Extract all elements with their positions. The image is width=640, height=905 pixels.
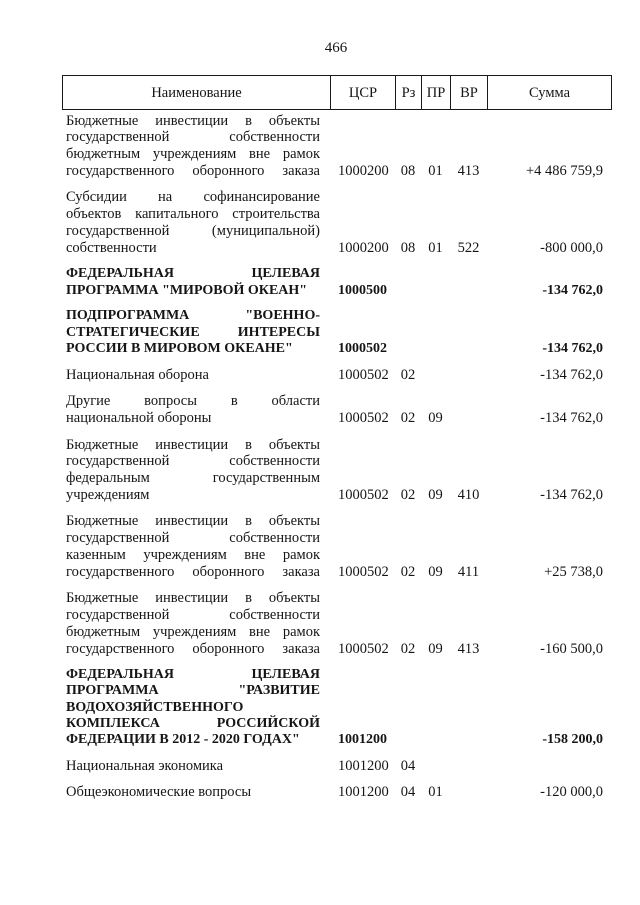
row-rz: 08	[400, 162, 416, 179]
row-rz: 02	[400, 366, 416, 383]
row-name-line: ФЕДЕРАЛЬНАЯ ЦЕЛЕВАЯ	[66, 667, 320, 683]
table-row	[62, 393, 612, 427]
row-csr: 1000502	[338, 640, 389, 657]
budget-table	[62, 75, 612, 801]
row-csr: 1000500	[338, 282, 387, 298]
row-rz: 04	[400, 757, 416, 774]
row-name-line: федеральным государственным	[66, 470, 320, 487]
row-pr: 01	[428, 784, 443, 801]
row-name-line: ПОДПРОГРАММА "ВОЕННО-	[66, 308, 320, 324]
row-csr: 1001200	[338, 757, 389, 774]
row-pr: 09	[428, 640, 443, 657]
row-name-line: ПРОГРАММА "РАЗВИТИЕ	[66, 683, 320, 699]
row-name-line: Национальная экономика	[66, 757, 224, 774]
table-row	[62, 367, 612, 384]
row-name	[62, 513, 330, 580]
row-name-line: казенным учреждениям вне рамок	[66, 546, 320, 563]
row-name-line: объектов капитального строительства	[66, 206, 320, 223]
row-rz: 08	[400, 239, 416, 256]
table-row	[62, 667, 612, 748]
row-name-line: государственного оборонного заказа	[66, 563, 320, 580]
row-name-line: КОМПЛЕКСА РОССИЙСКОЙ	[66, 715, 320, 731]
row-name-line: учреждениям	[66, 486, 150, 503]
row-sum: +4 486 759,9	[525, 162, 603, 179]
row-name-line: Бюджетные инвестиции в объекты	[66, 590, 320, 607]
row-pr: 01	[428, 162, 443, 179]
row-csr: 1000200	[338, 162, 389, 179]
row-rz: 02	[400, 563, 416, 580]
header-vr: ВР	[450, 76, 487, 109]
row-csr: 1000502	[338, 486, 389, 503]
row-sum: -134 762,0	[540, 410, 603, 427]
table-row	[62, 189, 612, 256]
row-vr: 413	[457, 640, 480, 657]
row-name-line: национальной обороны	[66, 410, 212, 427]
row-name	[62, 393, 330, 427]
row-name-line: Бюджетные инвестиции в объекты	[66, 436, 320, 453]
table-row	[62, 758, 612, 775]
row-vr: 410	[457, 486, 480, 503]
row-name-line: государственной (муниципальной)	[66, 223, 320, 240]
row-sum: -120 000,0	[540, 784, 603, 801]
row-name-line: государственного оборонного заказа	[66, 162, 320, 179]
row-name-line: ПРОГРАММА "МИРОВОЙ ОКЕАН"	[66, 282, 308, 298]
row-name-line: Бюджетные инвестиции в объекты	[66, 513, 320, 530]
row-name-line: Национальная оборона	[66, 366, 209, 383]
row-csr: 1001200	[338, 784, 389, 801]
row-csr: 1000502	[338, 410, 389, 427]
row-name-line: государственной собственности	[66, 530, 320, 547]
row-name-line: государственного оборонного заказа	[66, 640, 320, 657]
row-name-line: ФЕДЕРАЦИИ В 2012 - 2020 ГОДАХ"	[66, 731, 300, 747]
row-vr: 413	[457, 162, 480, 179]
row-name-line: бюджетным учреждениям вне рамок	[66, 623, 320, 640]
row-csr: 1000200	[338, 239, 389, 256]
row-name	[62, 308, 330, 357]
row-name	[62, 189, 330, 256]
row-sum: +25 738,0	[544, 563, 603, 580]
row-name	[62, 437, 330, 504]
table-row	[62, 113, 612, 180]
row-name-line: РОССИИ В МИРОВОМ ОКЕАНЕ"	[66, 340, 293, 356]
row-rz: 02	[400, 640, 416, 657]
header-sum: Сумма	[487, 76, 611, 109]
row-name	[62, 784, 330, 801]
page-number: 466	[324, 40, 348, 56]
row-csr: 1000502	[338, 340, 387, 356]
header-name: Наименование	[151, 84, 242, 101]
row-name	[62, 667, 330, 748]
row-name	[62, 266, 330, 298]
row-name-line: бюджетным учреждениям вне рамок	[66, 146, 320, 163]
row-pr: 09	[428, 486, 443, 503]
row-name	[62, 113, 330, 180]
row-name-line: Другие вопросы в области	[66, 393, 320, 410]
row-sum: -134 762,0	[542, 340, 603, 356]
table-row	[62, 266, 612, 298]
row-pr: 01	[428, 239, 443, 256]
row-vr: 411	[457, 563, 480, 580]
row-pr: 09	[428, 563, 443, 580]
row-rz: 02	[400, 486, 416, 503]
header-csr: ЦСР	[330, 76, 395, 109]
row-pr: 09	[428, 410, 443, 427]
row-name-line: Субсидии на софинансирование	[66, 189, 320, 206]
row-name	[62, 590, 330, 657]
table-header	[62, 75, 612, 110]
row-sum: -134 762,0	[540, 366, 603, 383]
row-csr: 1000502	[338, 563, 389, 580]
table-row	[62, 308, 612, 357]
row-rz: 02	[400, 410, 416, 427]
row-name-line: ВОДОХОЗЯЙСТВЕННОГО	[66, 699, 244, 715]
row-vr: 522	[457, 239, 480, 256]
header-pr: ПР	[421, 76, 450, 109]
row-name-line: собственности	[66, 239, 157, 256]
header-rz: Рз	[395, 76, 421, 109]
row-name-line: Общеэкономические вопросы	[66, 784, 252, 801]
row-name-line: государственной собственности	[66, 129, 320, 146]
row-name-line: ФЕДЕРАЛЬНАЯ ЦЕЛЕВАЯ	[66, 266, 320, 282]
row-name-line: Бюджетные инвестиции в объекты	[66, 112, 320, 129]
row-name	[62, 367, 330, 384]
row-name-line: государственной собственности	[66, 453, 320, 470]
table-row	[62, 437, 612, 504]
row-csr: 1000502	[338, 366, 389, 383]
row-name	[62, 758, 330, 775]
row-rz: 04	[400, 784, 416, 801]
row-name-line: государственной собственности	[66, 607, 320, 624]
row-csr: 1001200	[338, 731, 387, 747]
row-sum: -134 762,0	[540, 486, 603, 503]
row-sum: -158 200,0	[542, 731, 603, 747]
table-row	[62, 590, 612, 657]
row-sum: -800 000,0	[540, 239, 603, 256]
row-name-line: СТРАТЕГИЧЕСКИЕ ИНТЕРЕСЫ	[66, 324, 320, 340]
table-row	[62, 513, 612, 580]
row-sum: -160 500,0	[540, 640, 603, 657]
table-row	[62, 784, 612, 801]
row-sum: -134 762,0	[542, 282, 603, 298]
